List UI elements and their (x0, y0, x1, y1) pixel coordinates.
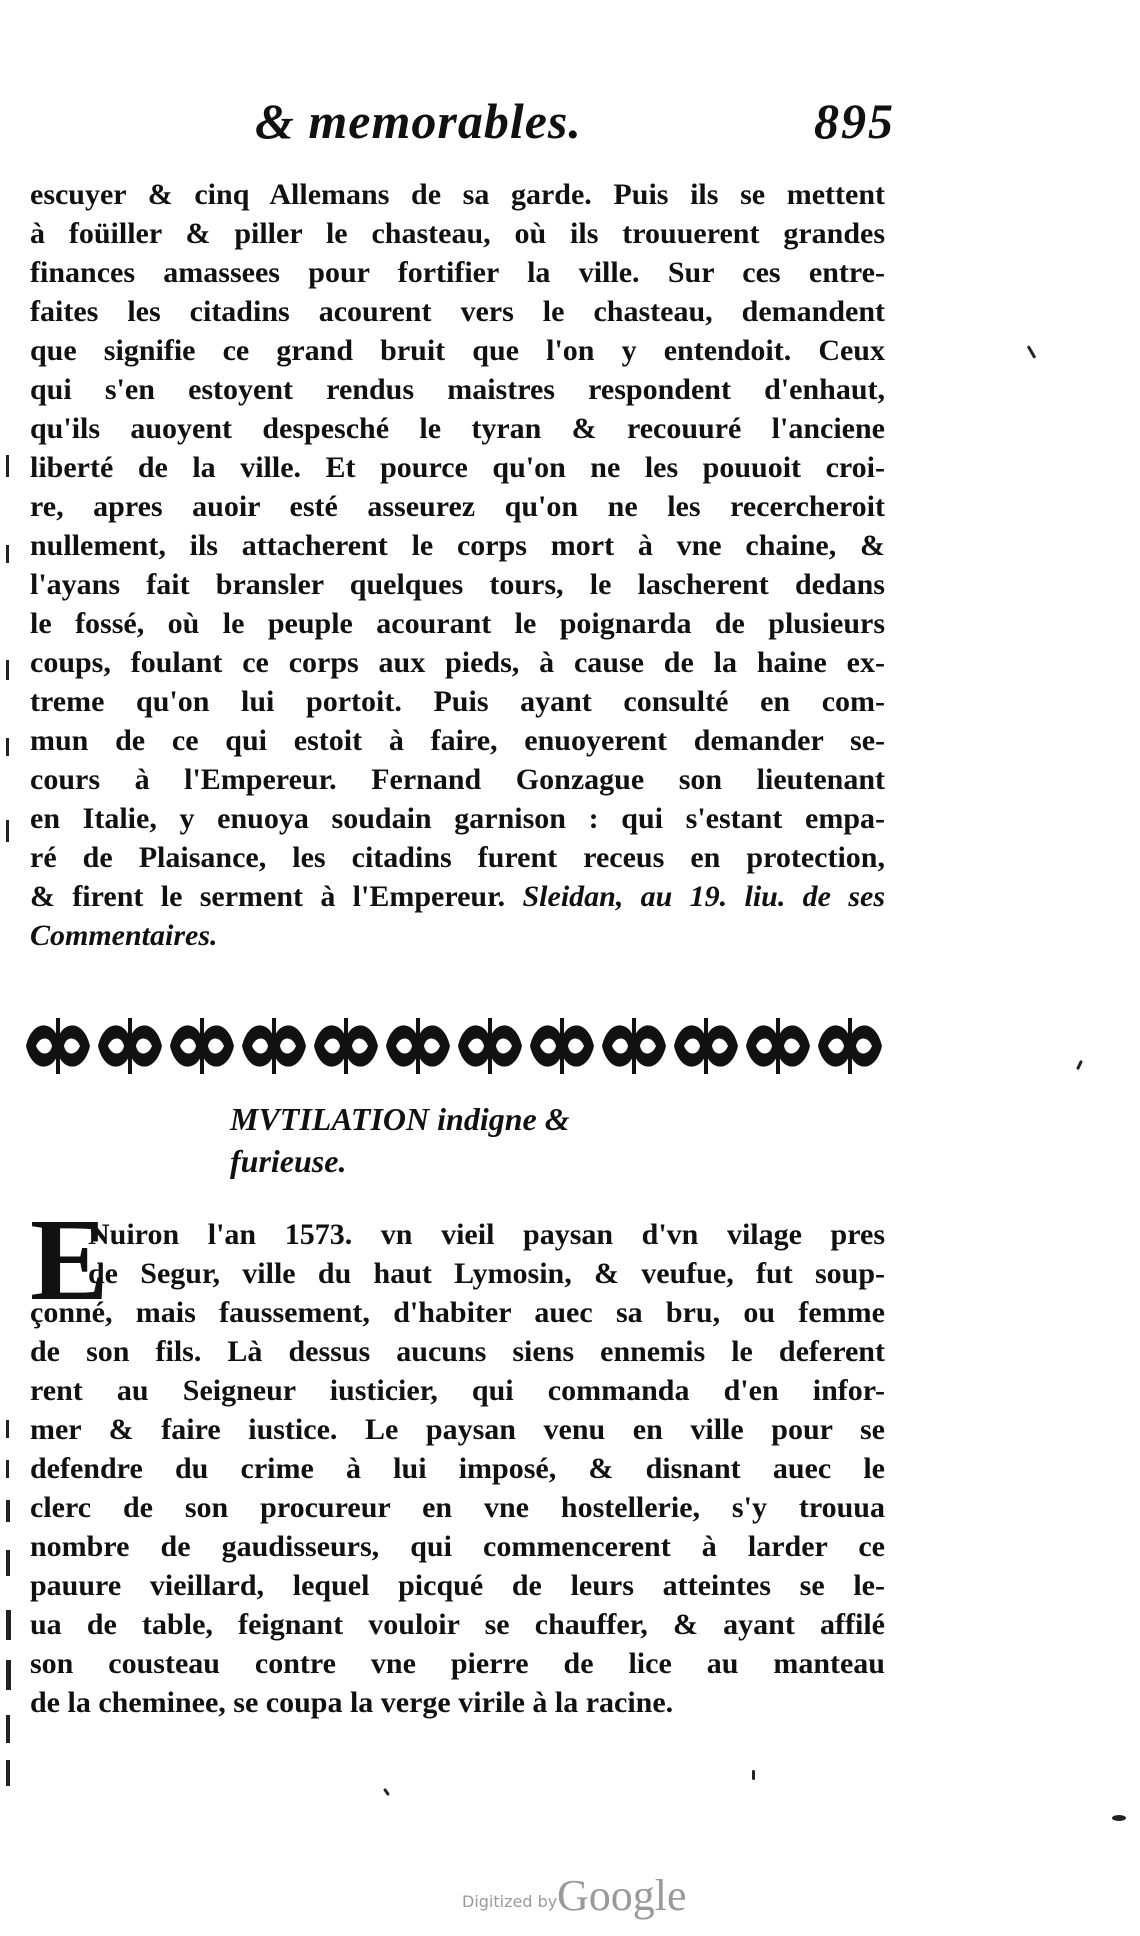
text-line: pauure vieillard, lequel picqué de leurs atteintes se le- (30, 1569, 885, 1602)
ornament-stem (128, 1018, 132, 1074)
text-line: qu'ils auoyent despesché le tyran & recouuré l'anciene (30, 412, 885, 445)
text-line: son cousteau contre vne pierre de lice au manteau (30, 1647, 885, 1680)
citation: Sleidan, au 19. liu. de ses (522, 880, 885, 913)
text-line: coups, foulant ce corps aux pieds, à cause de la haine ex- (30, 646, 885, 679)
ink-speck (383, 1788, 390, 1796)
ink-speck (752, 1770, 755, 1780)
text-line: cours à l'Empereur. Fernand Gonzague son lieutenant (30, 763, 885, 796)
margin-mark (6, 660, 9, 680)
margin-mark (6, 820, 9, 842)
ink-speck (1112, 1815, 1126, 1821)
ornament-stem (560, 1018, 564, 1074)
text-line: rent au Seigneur iusticier, qui commanda d'en infor- (30, 1374, 885, 1407)
text-line: nullement, ils attacherent le corps mort à vne chaine, & (30, 529, 885, 562)
section-title-line-2: furieuse. (230, 1143, 347, 1179)
text-line: finances amassees pour fortifier la ville. Sur ces entre- (30, 256, 885, 289)
text-line: çonné, mais faussement, d'habiter auec sa bru, ou femme (30, 1296, 885, 1329)
ornament-stem (344, 1018, 348, 1074)
drop-cap: E (30, 1194, 109, 1325)
margin-mark (6, 455, 9, 477)
text-line: ré de Plaisance, les citadins furent receus en protection, (30, 841, 885, 874)
text-line: mer & faire iustice. Le paysan venu en ville pour se (30, 1413, 885, 1446)
text-line: treme qu'on lui portoit. Puis ayant consulté en com- (30, 685, 885, 718)
section-title (230, 1098, 770, 1182)
text-line: faites les citadins acourent vers le chasteau, demandent (30, 295, 885, 328)
margin-mark (6, 1715, 10, 1743)
margin-mark (6, 1760, 10, 1786)
section-title-line-1: MVTILATION indigne & (230, 1101, 570, 1137)
ornament-stem (416, 1018, 420, 1074)
text-line: de son fils. Là dessus aucuns siens ennemis le deferent (30, 1335, 885, 1368)
ornament-stem (632, 1018, 636, 1074)
digitization-watermark (462, 1870, 762, 1920)
text-line: escuyer & cinq Allemans de sa garde. Puis ils se mettent (30, 178, 885, 211)
paragraph-2 (30, 1215, 885, 1722)
running-head: & memorables. (255, 93, 582, 149)
text-line: mun de ce qui estoit à faire, enuoyerent demander se- (30, 724, 885, 757)
page-header (235, 92, 895, 158)
text-line-end: & firent le serment à l'Empereur. (30, 880, 506, 913)
ornament-stem (200, 1018, 204, 1074)
ornament-stem (848, 1018, 852, 1074)
text-line: de la cheminee, se coupa la verge virile à la racine. (30, 1686, 674, 1719)
text-line: ua de table, feignant vouloir se chauffer, & ayant affilé (30, 1608, 885, 1641)
margin-mark (6, 1500, 10, 1522)
google-logo: Google (557, 1871, 687, 1920)
text-line: defendre du crime à lui imposé, & disnant auec le (30, 1452, 885, 1485)
margin-mark (6, 1660, 11, 1690)
text-line: re, apres auoir esté asseurez qu'on ne les recercheroit (30, 490, 885, 523)
text-line: en Italie, y enuoya soudain garnison : qui s'estant empa- (30, 802, 885, 835)
text-line: clerc de son procureur en vne hostellerie, s'y trouua (30, 1491, 885, 1524)
text-line: l'ayans fait bransler quelques tours, le lascherent dedans (30, 568, 885, 601)
text-line: que signifie ce grand bruit que l'on y entendoit. Ceux (30, 334, 885, 367)
text-line: à foüiller & piller le chasteau, où ils trouuerent grandes (30, 217, 885, 250)
ornament-stem (56, 1018, 60, 1074)
text-line: qui s'en estoyent rendus maistres respondent d'enhaut, (30, 373, 885, 406)
margin-mark (6, 1460, 9, 1478)
ornament-stem (776, 1018, 780, 1074)
paragraph-1 (30, 175, 885, 955)
ornament-stem (488, 1018, 492, 1074)
margin-mark (6, 1550, 10, 1576)
margin-mark (6, 1420, 9, 1438)
text-line: de Segur, ville du haut Lymosin, & veufue, fut soup- (88, 1257, 885, 1290)
text-line: liberté de la ville. Et pource qu'on ne les pouuoit croi- (30, 451, 885, 484)
ornament-stem (272, 1018, 276, 1074)
margin-mark (6, 1610, 11, 1640)
ink-speck (1027, 345, 1037, 359)
ornamental-band (22, 1008, 892, 1084)
margin-mark (6, 738, 9, 756)
ink-speck (1076, 1060, 1083, 1070)
page-number: 895 (814, 93, 895, 149)
citation-continued: Commentaires. (30, 919, 218, 952)
text-line: nombre de gaudisseurs, qui commencerent à larder ce (30, 1530, 885, 1563)
ornament-stem (704, 1018, 708, 1074)
digitized-by-label: Digitized by (462, 1892, 558, 1911)
text-line-with-citation (30, 877, 885, 916)
margin-mark (6, 545, 9, 563)
text-line: Nuiron l'an 1573. vn vieil paysan d'vn vilage pres (88, 1218, 885, 1251)
text-line: le fossé, où le peuple acourant le poignarda de plusieurs (30, 607, 885, 640)
